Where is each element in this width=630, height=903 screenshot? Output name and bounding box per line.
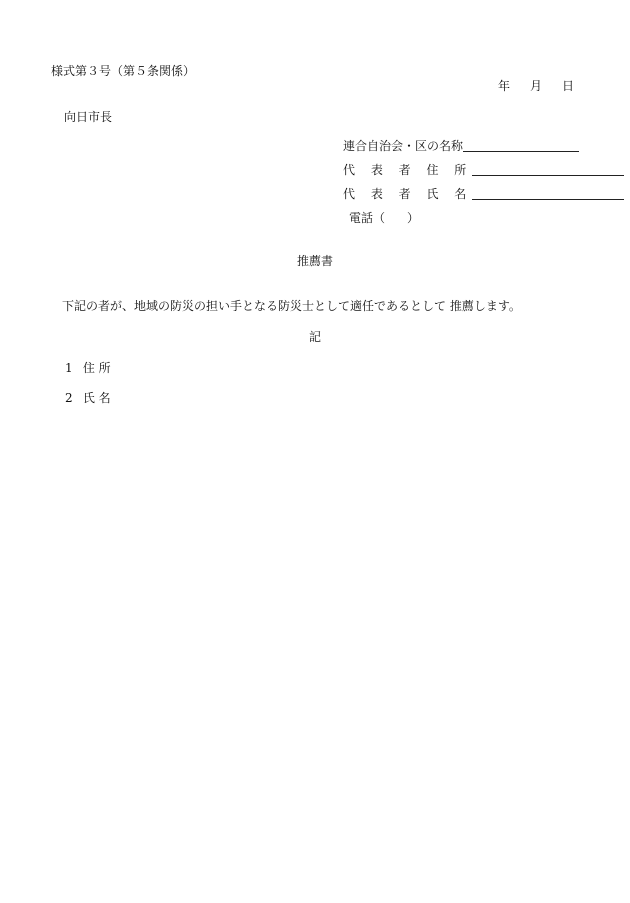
sender-phone-close: ） <box>407 211 420 225</box>
sender-org-field[interactable] <box>463 140 579 152</box>
item-number: 1 <box>65 361 73 375</box>
date-day-label: 日 <box>561 79 574 93</box>
addressee: 向日市長 <box>64 110 113 124</box>
sender-org-row <box>343 140 579 152</box>
list-item <box>65 392 111 404</box>
sender-name-field[interactable] <box>472 188 624 200</box>
list-item <box>65 362 111 374</box>
form-number: 様式第３号（第５条関係） <box>51 64 196 78</box>
sender-name-row <box>343 188 624 200</box>
sender-address-field[interactable] <box>472 164 624 176</box>
sender-phone-row <box>349 212 419 224</box>
sender-address-row <box>343 164 624 176</box>
document-title: 推薦書 <box>296 254 333 268</box>
document-body: 下記の者が、地域の防災の担い手となる防災士として適任であるとして 推薦します。 <box>62 299 521 313</box>
item-label: 氏 名 <box>82 391 111 405</box>
sender-phone-label: 電話（ <box>349 211 386 225</box>
sender-address-label: 代 表 者 住 所 <box>343 163 473 177</box>
date-line <box>498 80 574 92</box>
item-number: 2 <box>65 391 73 405</box>
sender-name-label: 代 表 者 氏 名 <box>343 187 473 201</box>
ki-heading: 記 <box>308 330 321 344</box>
date-month-label: 月 <box>529 79 542 93</box>
item-label: 住 所 <box>82 361 111 375</box>
sender-org-label: 連合自治会・区の名称 <box>343 139 464 153</box>
date-year-label: 年 <box>497 79 510 93</box>
